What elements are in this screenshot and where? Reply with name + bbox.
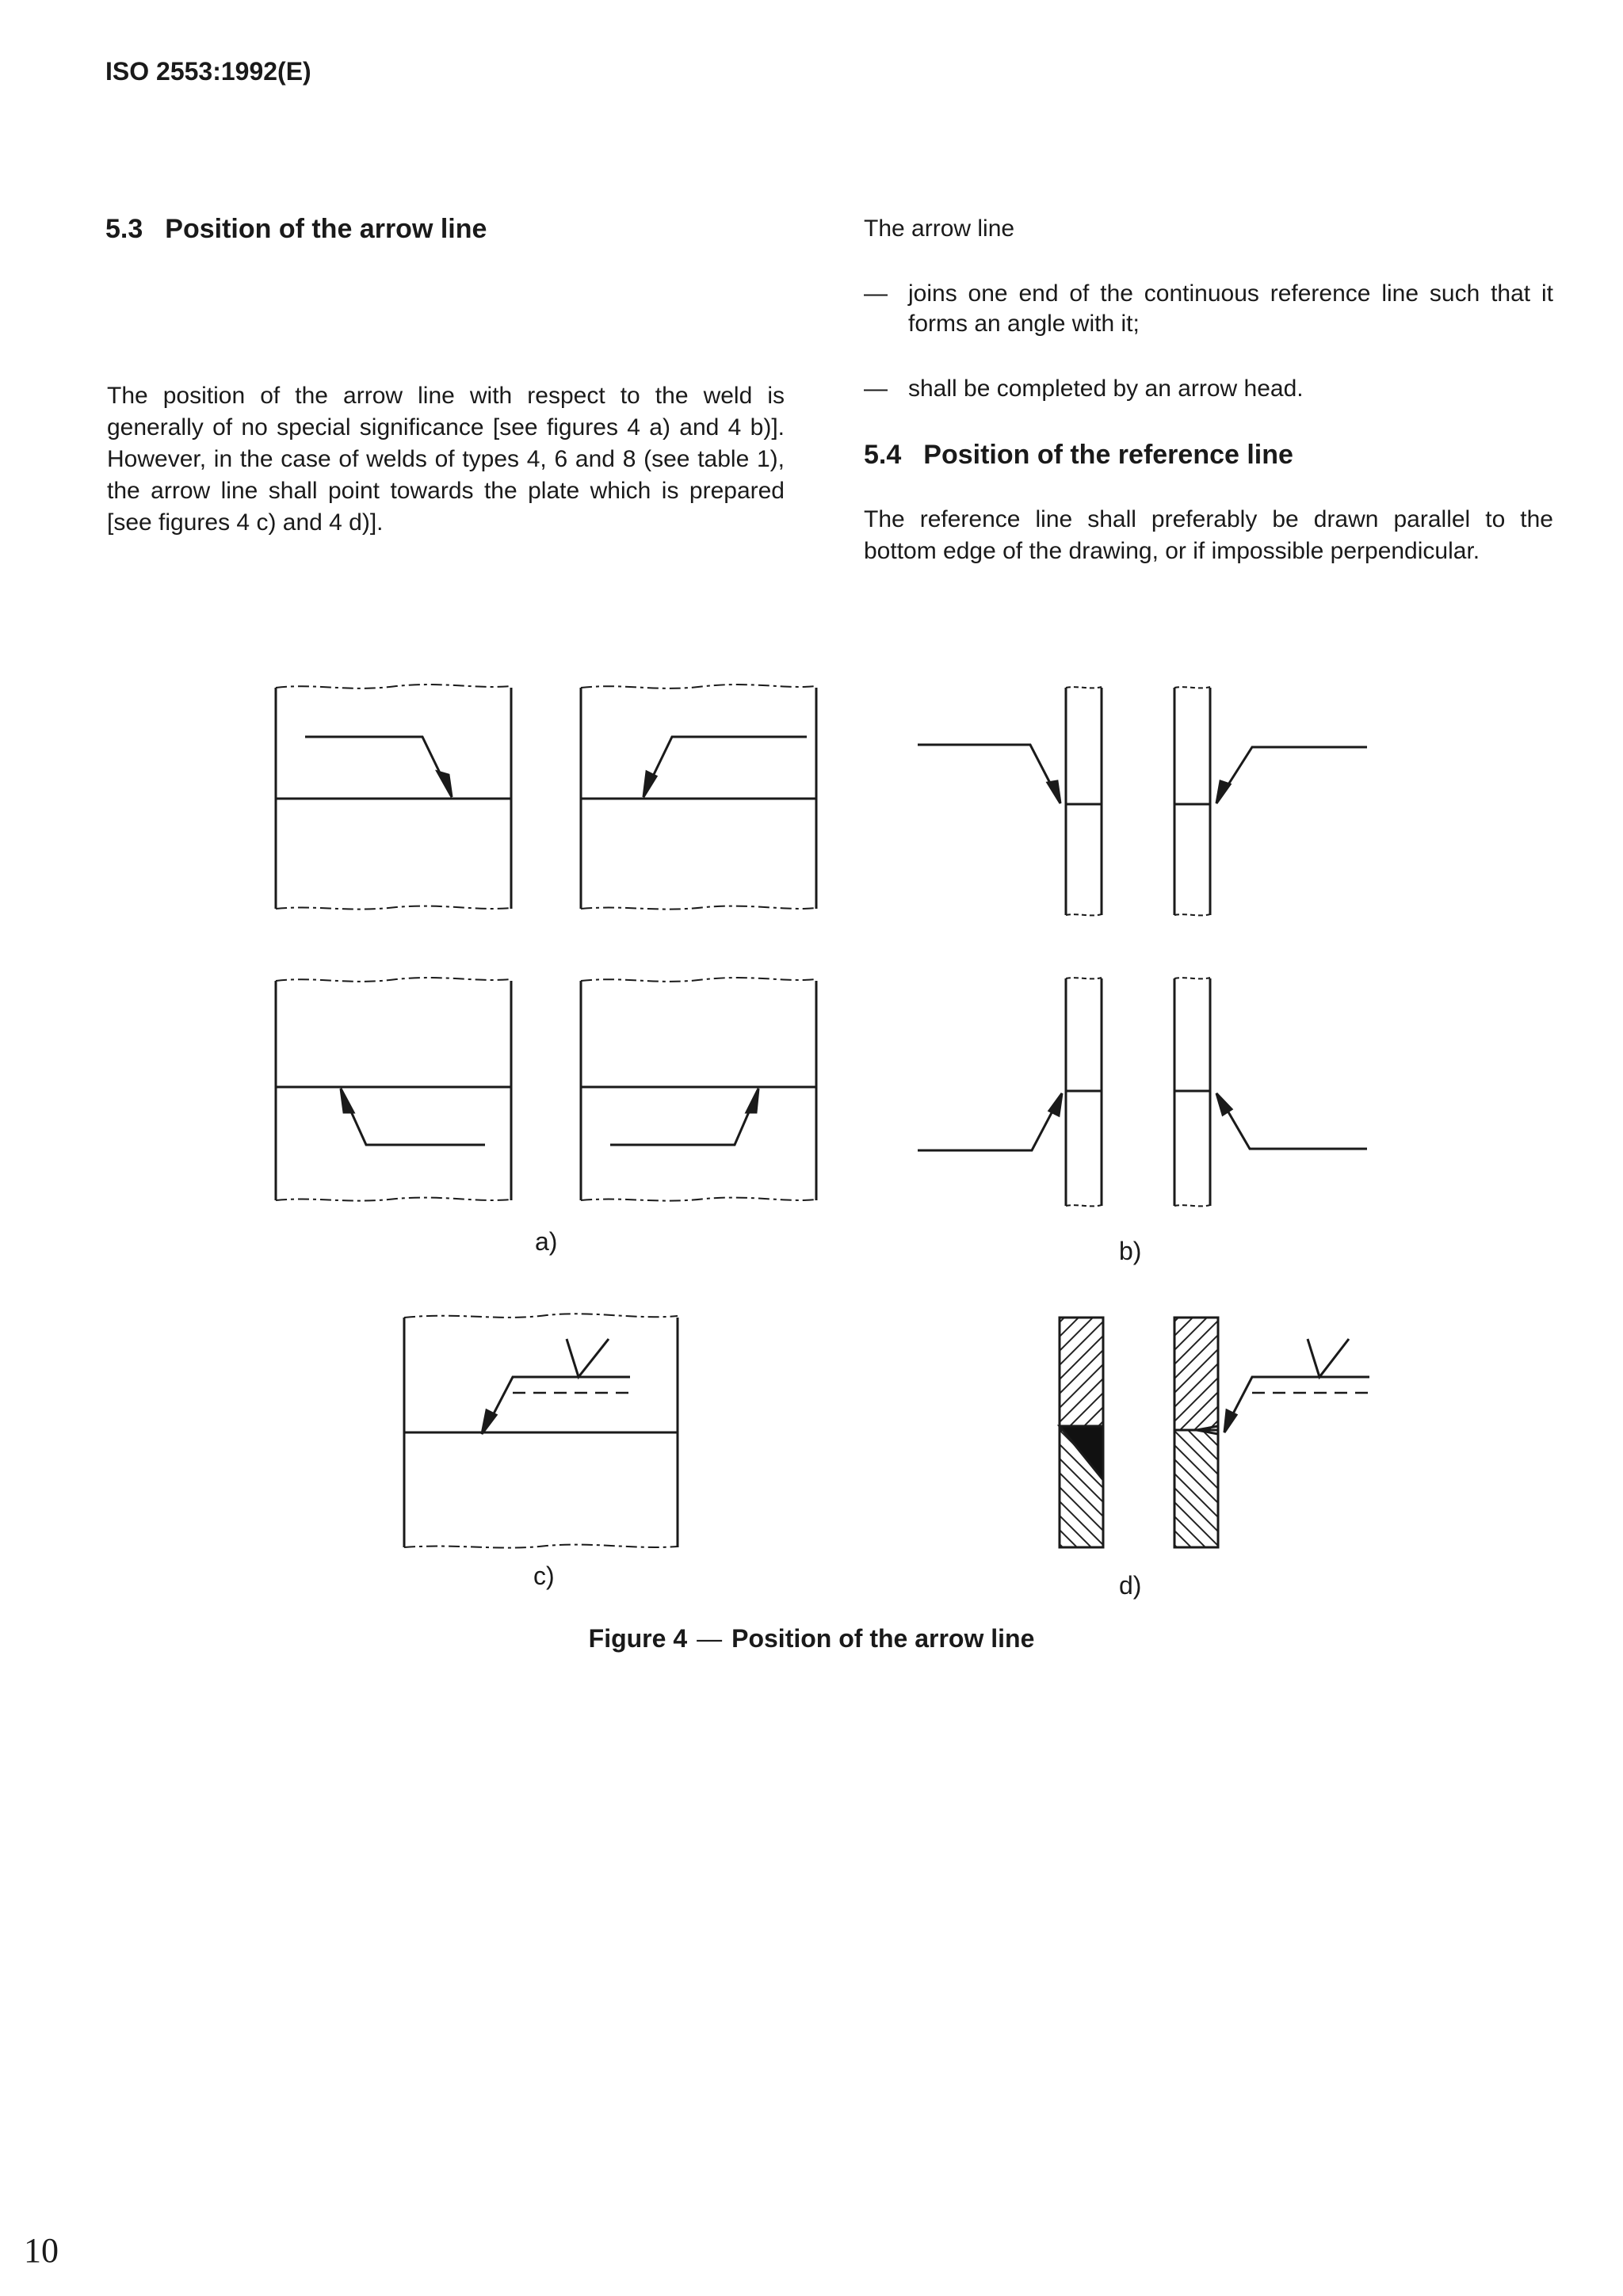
figure-d-plate-2: [1174, 1318, 1369, 1547]
figure-b-plate-2: [1174, 687, 1367, 915]
figure-caption-dash: —: [697, 1624, 723, 1653]
figure-label-d: d): [1119, 1571, 1142, 1600]
figure-a-plate-4: [581, 978, 816, 1201]
list-item-text: joins one end of the continuous reference line such that it forms an angle with it;: [908, 280, 1553, 337]
section-title: Position of the arrow line: [165, 214, 487, 244]
figure-caption-title: Position of the arrow line: [731, 1624, 1035, 1653]
figure-b-plate-3: [918, 978, 1102, 1206]
figure-caption-label: Figure 4: [588, 1624, 688, 1653]
figure-label-c: c): [533, 1562, 555, 1590]
figure-a-plate-2: [581, 685, 816, 910]
section-number: 5.3: [105, 214, 143, 244]
page-number: 10: [24, 2231, 59, 2270]
section-number: 5.4: [864, 440, 902, 470]
figure-d-plate-1: [1060, 1318, 1103, 1547]
figure-label-a: a): [535, 1227, 558, 1256]
section-5-3-body: The position of the arrow line with respect to the weld is generally of no special significance [see figures 4 a) and 4 b)]. However, in the case of welds of types 4, 6 and 8 (see table 1), the arrow line shall point towards the plate which is prepared [see figures 4 c) and 4 d)].: [107, 383, 785, 536]
document-header: ISO 2553:1992(E): [105, 57, 311, 86]
figure-c-plate: [404, 1314, 678, 1547]
figure-caption: [0, 1624, 1623, 1653]
section-title: Position of the reference line: [923, 440, 1293, 470]
list-dash: —: [864, 376, 888, 402]
section-5-4-body: The reference line shall preferably be drawn parallel to the bottom edge of the drawing, or if impossible perpendicular.: [864, 506, 1553, 564]
arrow-line-intro: The arrow line: [864, 215, 1015, 242]
list-dash: —: [864, 280, 888, 307]
figure-a-plate-1: [276, 685, 511, 910]
figure-label-b: b): [1119, 1237, 1142, 1265]
figure-b-plate-4: [1174, 978, 1367, 1206]
figure-a-plate-3: [276, 978, 511, 1201]
list-item-text: shall be completed by an arrow head.: [908, 376, 1304, 402]
figure-b-plate-1: [918, 687, 1102, 915]
